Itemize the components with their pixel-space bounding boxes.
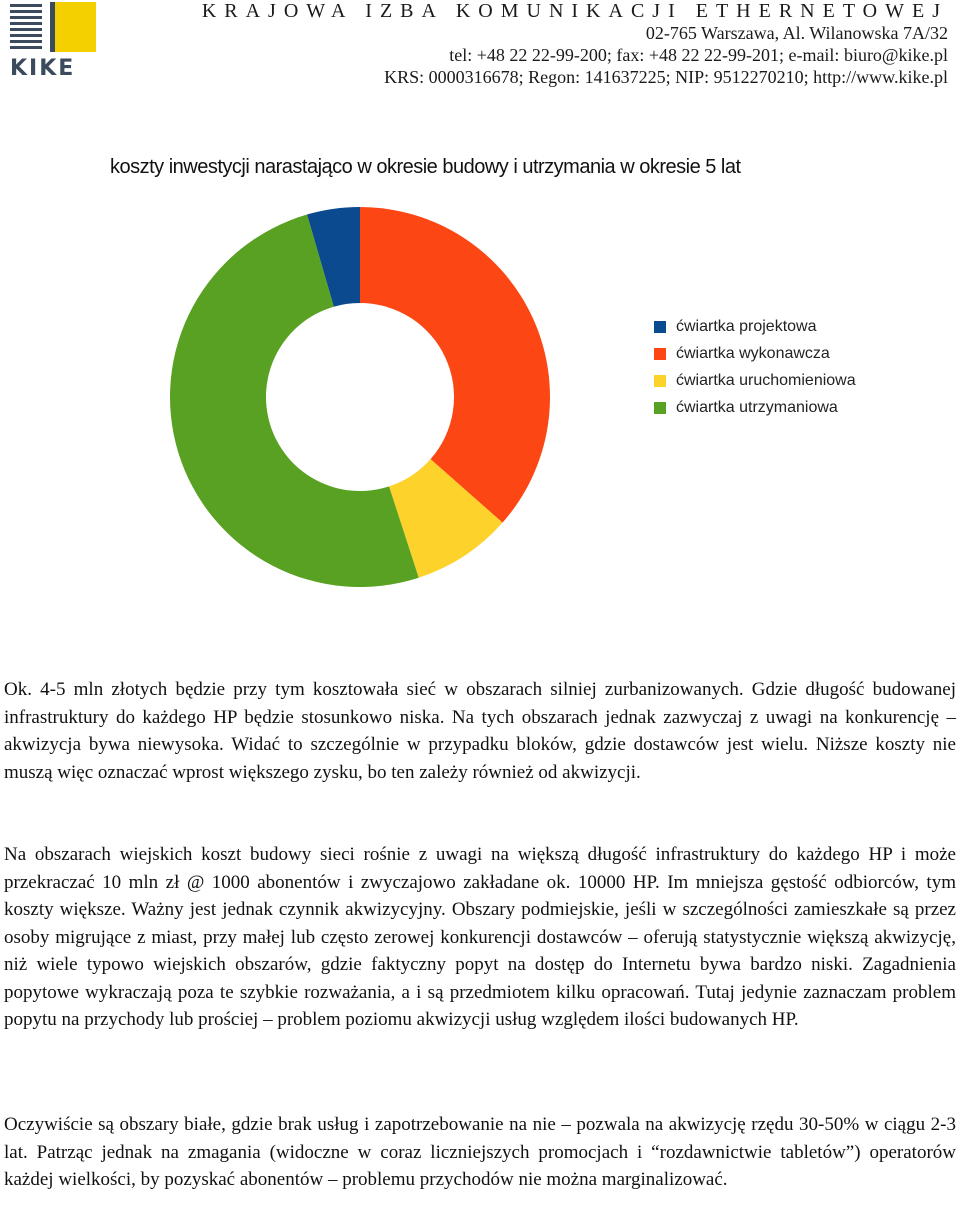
legend-swatch: [654, 348, 666, 360]
donut-slice-wykonawcza: [360, 207, 550, 523]
chart-title: koszty inwestycji narastająco w okresie budowy i utrzymania w okresie 5 lat: [110, 156, 741, 178]
legend-swatch: [654, 402, 666, 414]
organization-address: 02-765 Warszawa, Al. Wilanowska 7A/32: [645, 23, 948, 43]
paragraph-rural-costs: Na obszarach wiejskich koszt budowy sieci rośnie z uwagi na większą długość infrastruktury do każdego HP i może przekraczać 10 mln zł @ 1000 abonentów i zwyczajowo zakładane ok. 10000 HP. Im mniejsza gęstość odbiorców, tym koszty większe. Ważny jest jednak czynnik akwizycyjny. Obszary podmiejskie, jeśli w szczególności zamieszkałe są przez osoby migrujące z miast, przy małej lub często zerowej konkurencji dostawców – oferują statystycznie większą akwizycję, niż wiele typowo wiejskich obszarów, gdzie faktyczny popyt na dostęp do Internetu bywa bardzo niski. Zagadnienia popytowe wykraczają poza te szybkie rozważania, a i są przedmiotem kilku opracowań. Tutaj jedynie zaznaczam problem popytu na przychody lub prościej – problem poziomu akwizycji usług względem ilości budowanych HP.: [4, 844, 956, 1030]
legend-label: ćwiartka projektowa: [676, 317, 817, 335]
paragraph-white-areas: Oczywiście są obszary białe, gdzie brak usług i zapotrzebowanie na nie – pozwala na akwizycję rzędu 30-50% w ciągu 2-3 lat. Patrząc jednak na zmagania (widoczne w coraz liczniejszych promocjach i “rozdawnictwie tabletów”) operatorów każdej wielkości, by pozyskać abonentów – problemu przychodów nie można marginalizować.: [4, 1114, 956, 1190]
letterhead: [0, 0, 960, 95]
organization-contact: tel: +48 22 22-99-200; fax: +48 22 22-99-201; e-mail: biuro@kike.pl: [449, 45, 948, 65]
legend-item-wykonawcza: [654, 340, 856, 367]
legend-item-utrzymaniowa: [654, 394, 856, 421]
logo-mark-icon: [10, 2, 96, 58]
legend-label: ćwiartka wykonawcza: [676, 344, 830, 362]
donut-chart: [168, 205, 552, 589]
organization-name: KRAJOWA IZBA KOMUNIKACJI ETHERNETOWEJ: [201, 0, 948, 22]
chart-legend: [654, 313, 856, 421]
legend-item-uruchomieniowa: [654, 367, 856, 394]
legend-swatch: [654, 375, 666, 387]
legend-item-projektowa: [654, 313, 856, 340]
legend-label: ćwiartka utrzymaniowa: [676, 398, 838, 416]
legend-swatch: [654, 321, 666, 333]
paragraph-urban-costs: Ok. 4-5 mln złotych będzie przy tym kosztowała sieć w obszarach silniej zurbanizowanych. Gdzie długość budowanej infrastruktury do każdego HP będzie stosunkowo niska. Na tych obszarach jednak zazwyczaj z uwagi na konkurencję – akwizycja bywa niewysoka. Widać to szczególnie w przypadku bloków, gdzie dostawców jest wielu. Niższe koszty nie muszą więc oznaczać wprost większego zysku, bo ten zależy również od akwizycji.: [4, 679, 956, 783]
legend-label: ćwiartka uruchomieniowa: [676, 371, 856, 389]
organization-registry: KRS: 0000316678; Regon: 141637225; NIP: 9512270210; http://www.kike.pl: [384, 67, 948, 87]
logo-text: KIKE: [10, 56, 76, 81]
